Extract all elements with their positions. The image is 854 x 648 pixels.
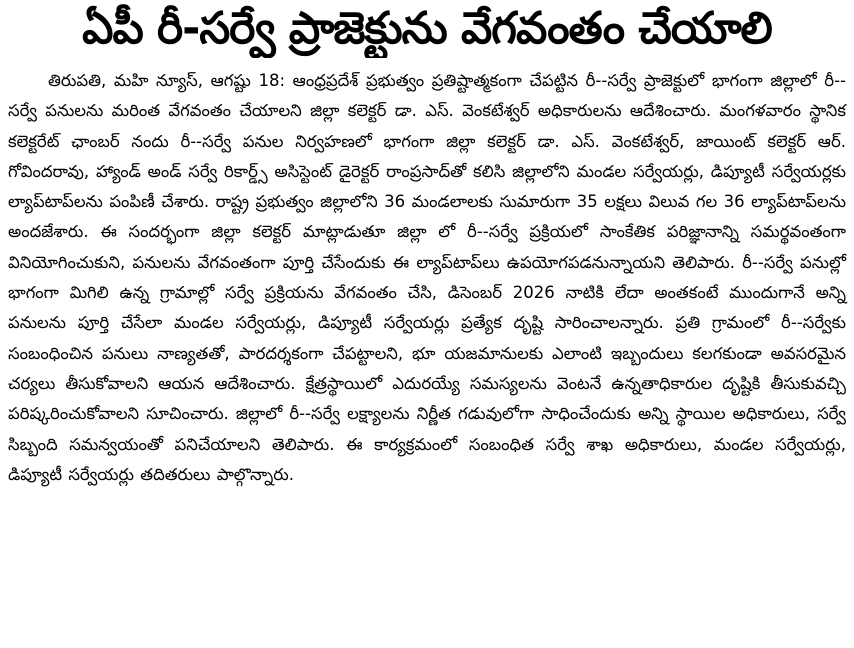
article-headline: ఏపీ రీ-సర్వే ప్రాజెక్టును వేగవంతం చేయాలి bbox=[82, 3, 772, 54]
article-body: తిరుపతి, మహి న్యూస్, ఆగష్టు 18: ఆంధ్రప్రదేశ్ ప్రభుత్వం ప్రతిష్టాత్మకంగా చేపట్టిన రీ--సర్వే ప్రాజెక్టులో భాగంగా జిల్లాలో రీ--సర్వే పనులను మరింత వేగవంతం చేయాలని జిల్లా కలెక్టర్ డా. ఎస్. వెంకటేశ్వర్ అధికారులను ఆదేశించారు. మంగళవారం స్థానిక కలెక్టరేట్ ఛాంబర్ నందు రీ--సర్వే పనుల నిర్వహణలో భాగంగా జిల్లా కలెక్టర్ డా. ఎస్. వెంకటేశ్వర్, జాయింట్ కలెక్టర్ ఆర్. గోవిందరావు, హ్యాండ్ అండ్ సర్వే రికార్డ్స్ అసిస్టెంట్ డైరెక్టర్ రాంప్రసాద్‌తో కలిసి జిల్లాలోని మండల సర్వేయర్లు, డిప్యూటీ సర్వేయర్లకు ల్యాప్‌టాప్‌లను పంపిణీ చేశారు. రాష్ట్ర ప్రభుత్వం జిల్లాలోని 36 మండలాలకు సుమారుగా 35 లక్షలు విలువ గల 36 ల్యాప్‌టాప్‌లను అందజేశారు. ఈ సందర్భంగా జిల్లా కలెక్టర్ మాట్లాడుతూ జిల్లా లో రీ--సర్వే ప్రక్రియలో సాంకేతిక పరిజ్ఞానాన్ని సమర్థవంతంగా వినియోగించుకుని, పనులను వేగవంతంగా పూర్తి చేసేందుకు ఈ ల్యాప్‌టాప్‌లు ఉపయోగపడనున్నాయని తెలిపారు. రీ--సర్వే పనుల్లో భాగంగా మిగిలి ఉన్న గ్రామాల్లో సర్వే ప్రక్రియను వేగవంతం చేసి, డిసెంబర్ 2026 నాటికి లేదా అంతకంటే ముందుగానే అన్ని పనులను పూర్తి చేసేలా మండల సర్వేయర్లు, డిప్యూటీ సర్వేయర్లు ప్రత్యేక దృష్టి సారించాలన్నారు. ప్రతి గ్రామంలో రీ--సర్వేకు సంబంధించిన పనులు నాణ్యతతో, పారదర్శకంగా చేపట్టాలని, భూ యజమానులకు ఎలాంటి ఇబ్బందులు కలగకుండా అవసరమైన చర్యలు తీసుకోవాలని ఆయన ఆదేశించారు. క్షేత్రస్థాయిలో ఎదురయ్యే సమస్యలను వెంటనే ఉన్నతాధికారుల దృష్టికి తీసుకువచ్చి పరిష్కరించుకోవాలని సూచించారు. జిల్లాలో రీ--సర్వే లక్ష్యాలను నిర్ణీత గడువులోగా సాధించేందుకు అన్ని స్థాయిల అధికారులు, సర్వే సిబ్బంది సమన్వయంతో పనిచేయాలని తెలిపారు. ఈ కార్యక్రమంలో సంబంధిత సర్వే శాఖ అధికారులు, మండల సర్వేయర్లు, డిప్యూటీ సర్వేయర్లు తదితరులు పాల్గొన్నారు. bbox=[8, 71, 846, 484]
